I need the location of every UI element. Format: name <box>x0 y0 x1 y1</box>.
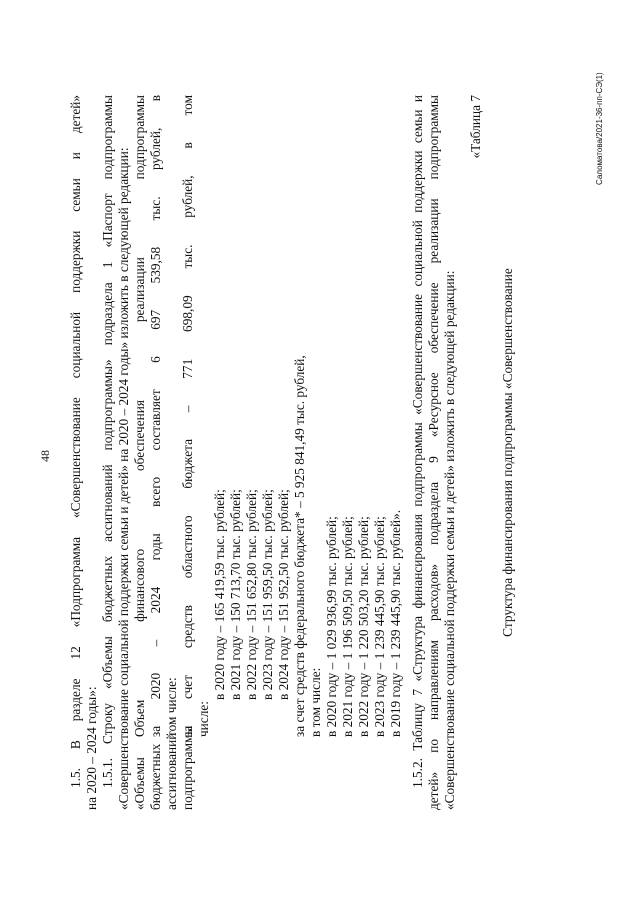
passport-right-cell: Объем финансового обеспечения реализации подпрограммы <box>132 95 147 737</box>
section-1-5-line-1: 1.5. В разделе 12 «Подпрограмма «Совершенствование социальной поддержки семьи и детей» <box>68 95 83 788</box>
passport-right-cell: том числе: <box>164 677 179 737</box>
passport-left-empty <box>324 737 340 810</box>
federal-including-line: в том числе: <box>308 667 323 737</box>
passport-left-empty <box>244 737 260 810</box>
passport-row <box>340 95 356 810</box>
passport-row <box>180 95 196 810</box>
passport-row <box>260 95 276 810</box>
passport-row <box>276 95 292 810</box>
section-1-5-1-line-2: «Совершенствование социальной поддержки семьи и детей» на 2020 – 2024 годы» изложить в следующей редакции: <box>116 147 131 810</box>
regional-year-line: в 2020 году – 165 419,59 тыс. рублей; <box>212 489 227 700</box>
passport-row <box>324 95 340 810</box>
passport-left-empty <box>196 737 212 810</box>
passport-left-empty <box>388 737 404 810</box>
federal-year-line: в 2023 году – 1 239 445,90 тыс. рублей; <box>372 516 387 737</box>
passport-row <box>292 95 308 810</box>
passport-row <box>228 95 244 810</box>
regional-year-line: в 2023 году – 151 959,50 тыс. рублей; <box>260 489 275 700</box>
passport-row <box>372 95 388 810</box>
section-1-5-line-2: на 2020 – 2024 годы»: <box>84 686 99 810</box>
regional-year-line: в 2022 году – 151 652,80 тыс. рублей; <box>244 489 259 700</box>
passport-row <box>356 95 372 810</box>
passport-row <box>148 95 164 810</box>
passport-left-cell: бюджетных <box>148 743 163 810</box>
regional-year-line: в 2024 году – 151 952,50 тыс. рублей; <box>276 489 291 700</box>
passport-row <box>132 95 148 810</box>
passport-left-empty <box>340 737 356 810</box>
passport-left-cell: ассигнований <box>164 732 179 810</box>
passport-right-cell: числе: <box>196 701 211 737</box>
passport-left-empty <box>228 737 244 810</box>
section-1-5-2-line-2: детей» по направлениям расходов» подраздела 9 «Ресурсное обеспечение реализации подпрограммы <box>426 95 441 810</box>
passport-left-empty <box>212 737 228 810</box>
document-id: Саломатова/2021-36-пп-СЭ(1) <box>595 72 604 185</box>
passport-row <box>212 95 228 810</box>
page-number: 48 <box>38 450 52 462</box>
passport-left-empty <box>372 737 388 810</box>
federal-year-line: в 2021 году – 1 196 509,50 тыс. рублей; <box>340 516 355 737</box>
section-1-5-2-line-1: 1.5.2. Таблицу 7 «Структура финансирования подпрограммы «Совершенствование социальной поддержки семьи и <box>410 95 425 788</box>
document-body <box>68 95 516 810</box>
regional-year-line: в 2021 году – 150 713,70 тыс. рублей; <box>228 489 243 700</box>
table-label: «Таблица 7 <box>468 95 483 159</box>
passport-left-empty <box>292 737 308 810</box>
federal-year-line: в 2019 году – 1 239 445,90 тыс. рублей». <box>388 509 403 737</box>
federal-year-line: в 2022 году – 1 220 503,20 тыс. рублей; <box>356 516 371 737</box>
federal-year-line: в 2020 году – 1 029 936,99 тыс. рублей; <box>324 516 339 737</box>
section-1-5-2-line-3: «Совершенствование социальной поддержки семьи и детей» изложить в следующей редакции: <box>442 270 457 810</box>
passport-left-cell: «Объемы <box>132 757 147 810</box>
section-1-5-1-line-1: 1.5.1. Строку «Объемы бюджетных ассигнований подпрограммы» подраздела 1 «Паспорт подпрограммы <box>100 95 115 788</box>
passport-left-empty <box>356 737 372 810</box>
passport-row <box>388 95 404 810</box>
passport-left-cell: подпрограммы <box>180 725 195 810</box>
passport-row <box>164 95 180 810</box>
passport-row <box>196 95 212 810</box>
passport-right-cell: за 2020 – 2024 годы всего составляет 6 697 539,58 тыс. рублей, в <box>148 95 163 737</box>
federal-total-line: за счет средств федерального бюджета* – 5 925 841,49 тыс. рублей, <box>292 355 307 737</box>
passport-right-cell: за счет средств областного бюджета – 771 698,09 тыс. рублей, в том <box>180 95 195 737</box>
passport-row <box>244 95 260 810</box>
passport-row <box>308 95 324 810</box>
table-title: Структура финансирования подпрограммы «Совершенствование <box>500 268 515 637</box>
passport-table <box>132 95 404 810</box>
passport-left-empty <box>276 737 292 810</box>
passport-left-empty <box>260 737 276 810</box>
passport-left-empty <box>308 737 324 810</box>
